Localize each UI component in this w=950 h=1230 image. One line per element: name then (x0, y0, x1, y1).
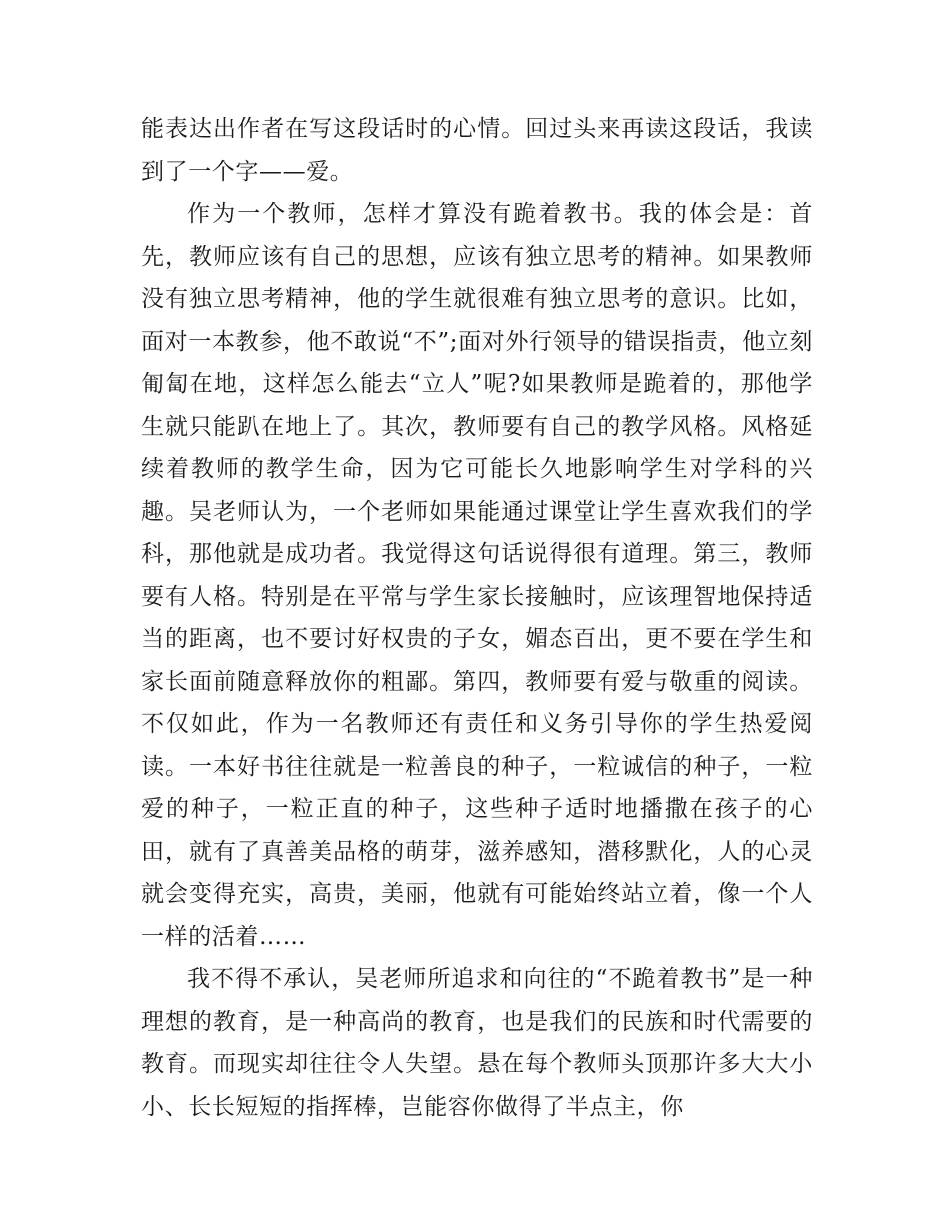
paragraph-continuation: 能表达出作者在写这段话时的心情。回过头来再读这段话，我读到了一个字——爱。 (141, 116, 813, 185)
paragraph-reality: 我不得不承认，吴老师所追求和向往的“不跪着教书”是一种理想的教育，是一种高尚的教育，也是我们的民族和时代需要的教育。而现实却往往令人失望。悬在每个教师头顶那许多大大小小、长长短短的指挥棒，岂能容你做得了半点主，你 (141, 966, 813, 1120)
body-text (141, 108, 813, 1128)
paragraph-teacher-reflection: 作为一个教师，怎样才算没有跪着教书。我的体会是：首先，教师应该有自己的思想，应该有独立思考的精神。如果教师没有独立思考精神，他的学生就很难有独立思考的意识。比如，面对一本教参，他不敢说“不”;面对外行领导的错误指责，他立刻匍匐在地，这样怎么能去“立人”呢?如果教师是跪着的，那他学生就只能趴在地上了。其次，教师要有自己的教学风格。风格延续着教师的教学生命，因为它可能长久地影响学生对学科的兴趣。吴老师认为，一个老师如果能通过课堂让学生喜欢我们的学科，那他就是成功者。我觉得这句话说得很有道理。第三，教师要有人格。特别是在平常与学生家长接触时，应该理智地保持适当的距离，也不要讨好权贵的子女，媚态百出，更不要在学生和家长面前随意释放你的粗鄙。第四，教师要有爱与敬重的阅读。不仅如此，作为一名教师还有责任和义务引导你的学生热爱阅读。一本好书往往就是一粒善良的种子，一粒诚信的种子，一粒爱的种子，一粒正直的种子，这些种子适时地播撒在孩子的心田，就有了真善美品格的萌芽，滋养感知，潜移默化，人的心灵就会变得充实，高贵，美丽，他就有可能始终站立着，像一个人一样的活着…… (141, 201, 813, 950)
